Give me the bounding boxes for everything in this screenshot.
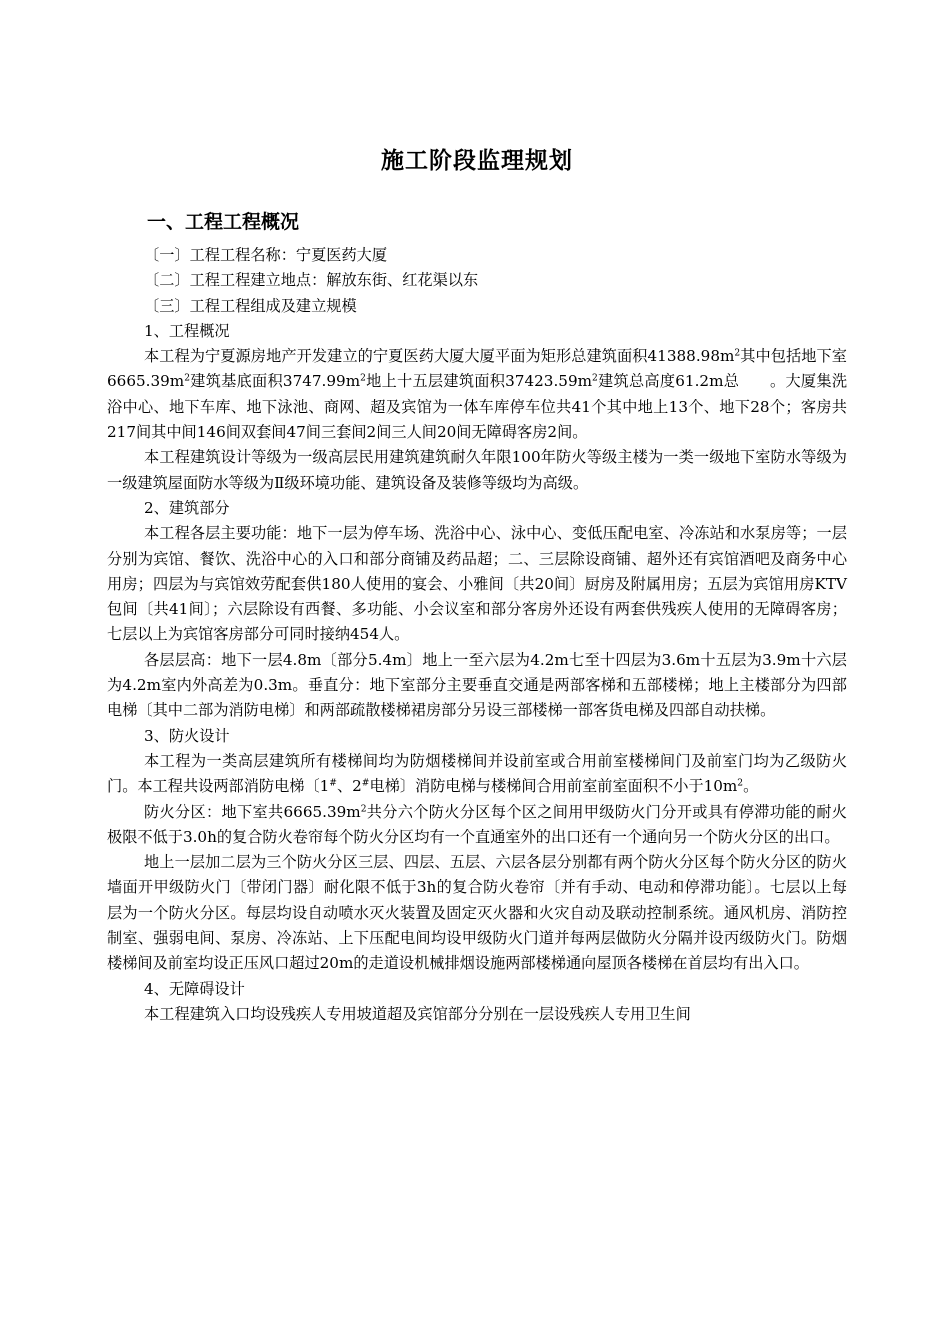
paragraph-architecture-2: 各层层高：地下一层4.8m〔部分5.4m〕地上一至六层为4.2m七至十四层为3.6m十五层为3.9m十六层为4.2m室内外高差为0.3m。垂直分：地下室部分主要垂直交通是两部客梯和五部楼梯；地上主楼部分为四部电梯〔其中二部为消防电梯〕和两部疏散楼梯裙房部分另设三部楼梯一部客货电梯及四部自动扶梯。 — [107, 650, 847, 720]
section-heading-overview: 一、工程工程概况 — [147, 211, 300, 233]
document-body — [107, 243, 847, 1027]
item-project-scale: 〔三〕工程工程组成及建立规模 — [144, 296, 357, 315]
paragraph-fire-design-1: 本工程为一类高层建筑所有楼梯间均为防烟楼梯间并设前室或合用前室楼梯间门及前室门均为乙级防火门。本工程共设两部消防电梯〔1#、2#电梯〕消防电梯与楼梯间合用前室前室面积不小于$10m^2$。 — [107, 751, 847, 796]
item-project-name: 〔一〕工程工程名称：宁夏医药大厦 — [144, 246, 387, 264]
subheading-fire-design: 3、防火设计 — [144, 726, 230, 745]
item-project-location: 〔二〕工程工程建立地点：解放东街、红花渠以东 — [144, 271, 479, 290]
paragraph-fire-design-2: 防火分区：地下室共$6665.39m^2$共分六个防火分区每个区之间用甲级防火门分开或具有停滞功能的耐火极限不低于3.0h的复合防火卷帘每个防火分区均有一个直通室外的出口还有一个通向另一个防火分区的出口。 — [107, 802, 847, 846]
subheading-overview: 1、工程概况 — [144, 321, 230, 340]
paragraph-accessibility-1: 本工程建筑入口均设残疾人专用坡道超及宾馆部分分别在一层设残疾人专用卫生间 — [144, 1004, 691, 1023]
paragraph-architecture-1: 本工程各层主要功能：地下一层为停车场、洗浴中心、泳中心、变低压配电室、冷冻站和水泵房等；一层分别为宾馆、餐饮、洗浴中心的入口和部分商铺及药品超；二、三层除设商铺、超外还有宾馆酒吧及商务中心用房；四层为与宾馆效劳配套供180人使用的宴会、小雅间〔共20间〕厨房及附属用房；五层为宾馆用房KTV包间〔共41间〕；六层除设有西餐、多功能、小会议室和部分客房外还设有两套供残疾人使用的无障碍客房；七层以上为宾馆客房部分可同时接纳454人。 — [107, 524, 847, 644]
paragraph-overview-1: 本工程为宁夏源房地产开发建立的宁夏医药大厦大厦平面为矩形总建筑面积$41388.98m^2$其中包括地下室$6665.39m^2$建筑基底面积$3747.99m^2$地上十五层建筑面积$37423.59m^2$建筑总高度61.2m总 。大厦集洗浴中心、地下车库、地下泳池、商网、超及宾馆为一体车库停车位共41个其中地上13个、地下28个；客房共217间其中间146间双套间47间三套间2间三人间20间无障碍客房2间。 — [107, 347, 848, 442]
document-title: 施工阶段监理规划 — [381, 148, 573, 174]
subheading-accessibility: 4、无障碍设计 — [144, 979, 245, 998]
paragraph-overview-2: 本工程建筑设计等级为一级高层民用建筑建筑耐久年限100年防火等级主楼为一类一级地下室防水等级为一级建筑屋面防水等级为Ⅱ级环境功能、建筑设备及装修等级均为高级。 — [107, 448, 847, 492]
paragraph-fire-design-3: 地上一层加二层为三个防火分区三层、四层、五层、六层各层分别都有两个防火分区每个防火分区的防火墙面开甲级防火门〔带闭门器〕耐化限不低于3h的复合防火卷帘〔并有手动、电动和停滞功能〕。七层以上每层为一个防火分区。每层均设自动喷水灭火装置及固定灭火器和火灾自动及联动控制系统。通风机房、消防控制室、强弱电间、泵房、冷冻站、上下压配电间均设甲级防火门道并每两层做防火分隔并设丙级防火门。防烟楼梯间及前室均设正压风口超过20m的走道设机械排烟设施两部楼梯通向屋顶各楼梯在首层均有出入口。 — [107, 853, 847, 973]
subheading-architecture: 2、建筑部分 — [144, 498, 230, 517]
